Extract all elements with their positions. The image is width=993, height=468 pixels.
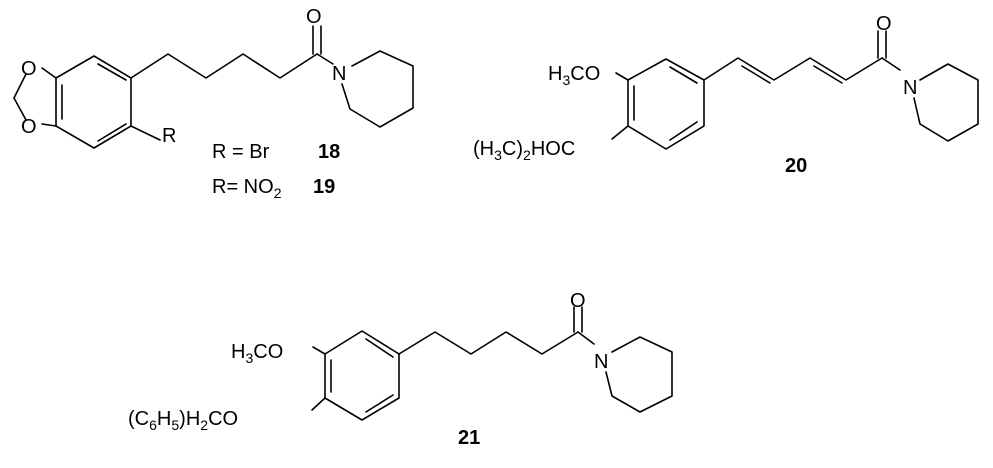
- methoxy-bond-21: [313, 347, 325, 354]
- carbonyl-oxygen-21: O: [570, 290, 586, 312]
- benzene-ring-18: [56, 56, 131, 148]
- methoxy-label-21: $H_3CO$: [231, 341, 284, 366]
- compound-number-19: 19: [313, 176, 336, 198]
- compound-20: [473, 13, 978, 177]
- amide-nitrogen-20: N: [903, 77, 918, 99]
- amide-nitrogen-18: N: [332, 63, 347, 85]
- variant-label-18: R = Br: [212, 141, 270, 163]
- benzene-ring-21: [325, 331, 399, 420]
- pentanoyl-chain-18: [131, 54, 317, 78]
- carbonyl-21: [574, 307, 594, 344]
- ring-oxygen-top: O: [21, 58, 37, 80]
- pentanoyl-chain-21: [399, 332, 578, 354]
- piperidine-ring-21: [606, 337, 672, 412]
- compound-number-21: 21: [458, 427, 481, 449]
- benzyloxy-bond-21: [312, 398, 325, 410]
- carbonyl-oxygen-18: O: [306, 6, 322, 28]
- carbonyl-oxygen-20: O: [876, 13, 892, 35]
- methoxy-bond-20: [616, 73, 628, 80]
- carbonyl-20: [878, 31, 900, 70]
- ring-oxygen-bottom: O: [21, 116, 37, 138]
- piperidine-ring-18: [342, 51, 413, 127]
- compound-number-20: 20: [785, 155, 808, 177]
- r-substituent-bond: [131, 126, 160, 140]
- amide-nitrogen-21: N: [594, 351, 609, 373]
- piperidine-ring-20: [914, 64, 978, 141]
- compound-18-19: [14, 6, 413, 201]
- variant-label-19: $R= NO_2$: [212, 176, 282, 201]
- acetal-label-20: $(H_3C)_2HOC$: [473, 138, 576, 163]
- methoxy-label-20: $H_3CO$: [548, 63, 601, 88]
- compound-21: [128, 290, 672, 449]
- compound-number-18: 18: [318, 141, 341, 163]
- dienone-chain-20: [704, 58, 882, 83]
- benzyloxy-label-21: $(C_6H_5)H_2CO$: [128, 408, 239, 433]
- benzene-ring-20: [628, 59, 704, 149]
- carbonyl-18: [313, 26, 333, 64]
- r-substituent-label: R: [162, 125, 177, 147]
- acetal-bond-20: [612, 126, 628, 139]
